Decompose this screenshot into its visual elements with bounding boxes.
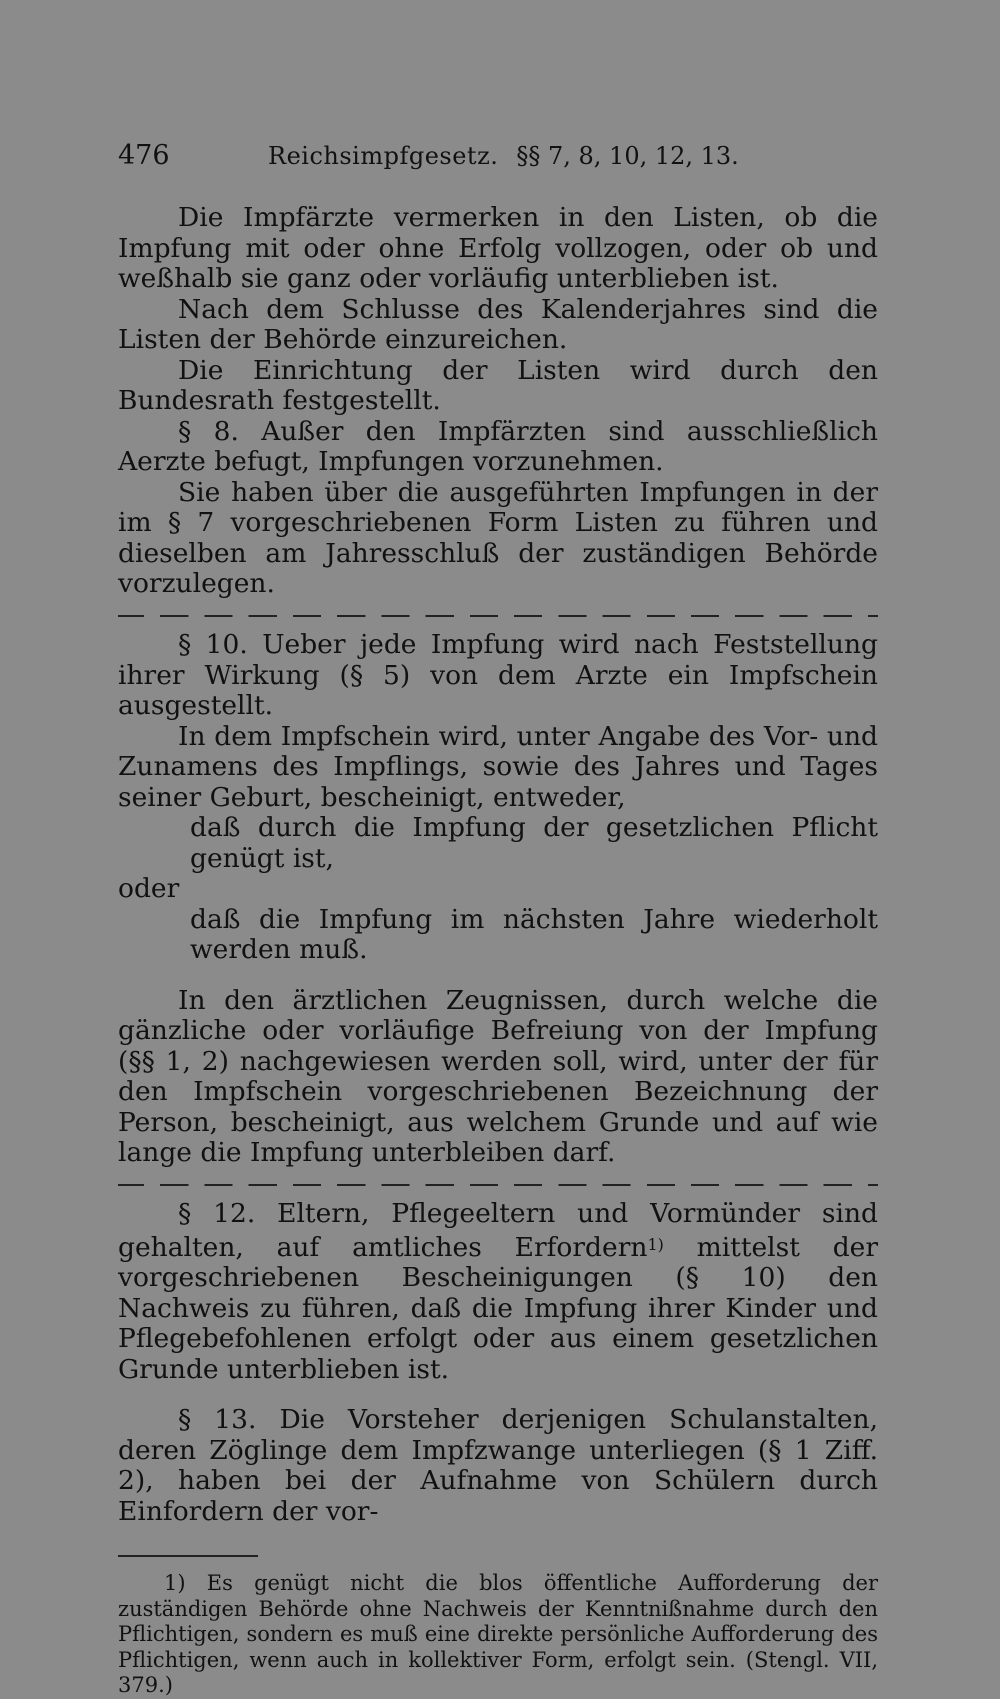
paragraph: Die Einrichtung der Listen wird durch den Bundesrath festgestellt. (118, 354, 878, 416)
paragraph: Sie haben über die ausgeführten Impfungen in der im § 7 vorgeschriebenen Form Listen zu führen und dieselben am Jahresschluß der zuständigen Behörde vorzulegen. (118, 476, 878, 599)
footnote-reference: 1) (647, 1234, 664, 1254)
omission-divider (118, 1169, 878, 1200)
connector-word: oder (118, 873, 180, 904)
paragraph: Die Impfärzte vermerken in den Listen, ob die Impfung mit oder ohne Erfolg vollzogen, oder ob und weßhalb sie ganz oder vorläufig unterblieben ist. (118, 202, 878, 294)
footnote-rule (118, 1555, 258, 1557)
paragraph-section-10: § 10. Ueber jede Impfung wird nach Feststellung ihrer Wirkung (§ 5) von dem Arzte ein Impfschein ausgestellt. (118, 629, 878, 721)
paragraph-section-12 (118, 1199, 878, 1385)
page-number: 476 (118, 140, 170, 171)
footnote-marker: 1) (164, 1571, 186, 1595)
page-header (118, 140, 878, 171)
footnote-text: Es genügt nicht die blos öffentliche Aufforderung der zuständigen Behörde ohne Nachweis der Kenntnißnahme durch den Pflichtigen, sondern es muß eine direkte persönliche Aufforderung des Pflichtigen, wenn auch in kollektiver Form, erfolgt sein. (Stengl. VII, 379.) (118, 1571, 878, 1697)
paragraph-text: § 12. Eltern, Pflegeeltern und Vormünder sind gehalten, auf amtliches Erfordern (118, 1198, 878, 1263)
paragraph: In den ärztlichen Zeugnissen, durch welche die gänzliche oder vorläufige Befreiung von der Impfung (§§ 1, 2) nachgewiesen werden soll, wird, unter der für den Impfschein vorgeschriebenen Bezeichnung der Person, bescheinigt, aus welchem Grunde und auf wie lange die Impfung unterbleiben darf. (118, 984, 878, 1168)
paragraph: Nach dem Schlusse des Kalenderjahres sind die Listen der Behörde einzureichen. (118, 293, 878, 355)
omission-divider (118, 600, 878, 631)
footnote (118, 1571, 878, 1699)
paragraph-section-13: § 13. Die Vorsteher derjenigen Schulanstalten, deren Zöglinge dem Impfzwange unterliegen (§ 1 Ziff. 2), haben bei der Aufnahme von Schülern durch Einfordern der vor- (118, 1404, 878, 1527)
quote-line: daß durch die Impfung der gesetzlichen Pflicht genügt ist, (190, 812, 878, 874)
quote-line: daß die Impfung im nächsten Jahre wiederholt werden muß. (190, 903, 878, 965)
paragraph-text: mittelst der vorgeschriebenen Bescheinigungen (§ 10) den Nachweis zu führen, daß die Impfung ihrer Kinder und Pflegebefohlenen erfolgt oder aus einem gesetzlichen Grunde unterblieben ist. (118, 1231, 879, 1385)
paragraph-section-8: § 8. Außer den Impfärzten sind ausschließlich Aerzte befugt, Impfungen vorzunehmen. (118, 415, 878, 477)
paragraph: In dem Impfschein wird, unter Angabe des Vor- und Zunamens des Impflings, sowie des Jahres und Tages seiner Geburt, bescheinigt, entweder, (118, 720, 878, 813)
running-title: Reichsimpfgesetz. (268, 142, 499, 170)
section-reference: §§ 7, 8, 10, 12, 13. (516, 142, 739, 170)
